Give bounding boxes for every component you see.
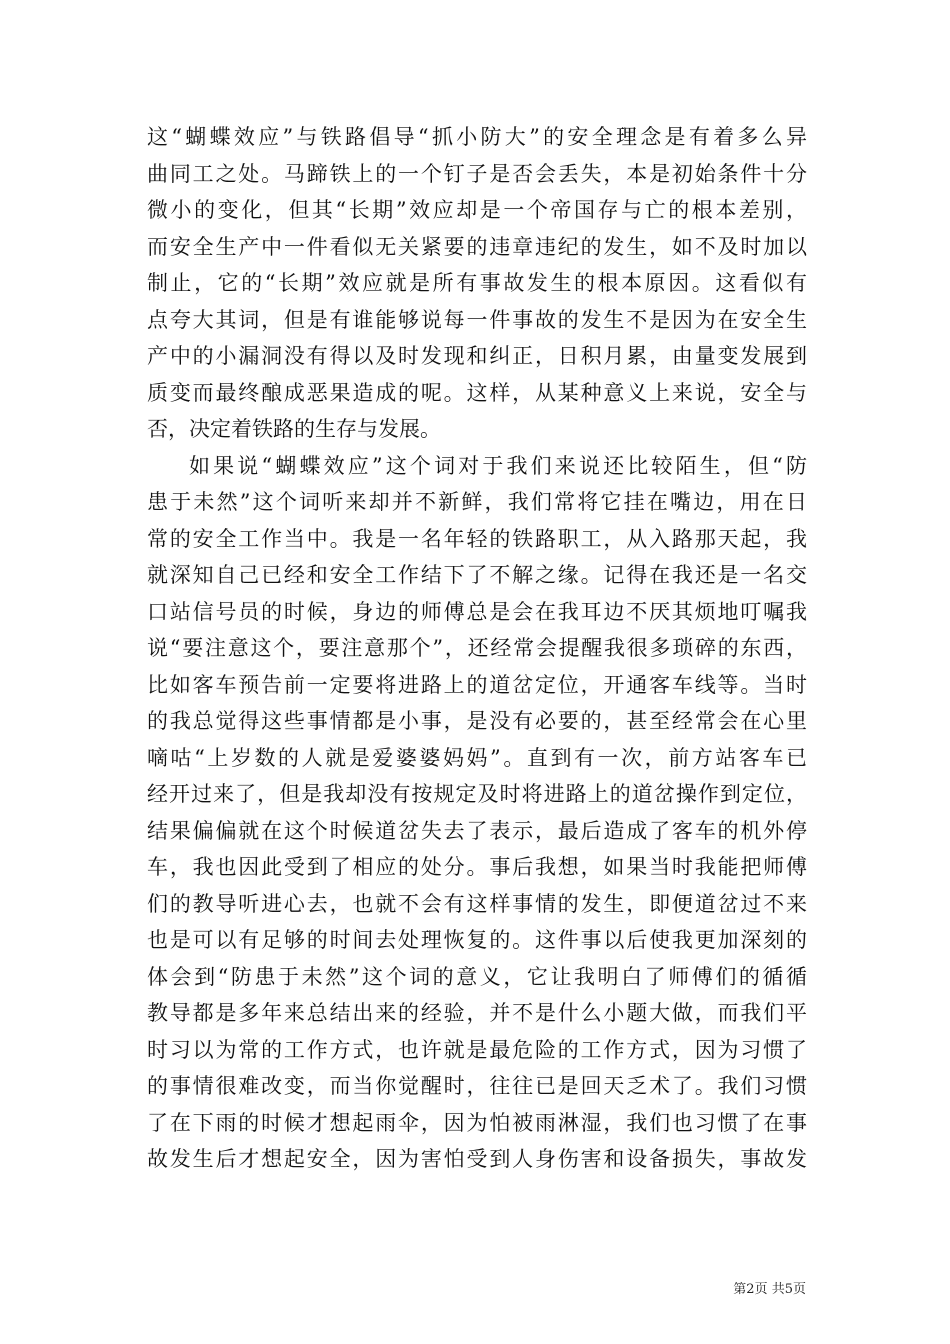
paragraph-2: [147, 448, 807, 1178]
text-line: 制止，它的“长期”效应就是所有事故发生的根本原因。这看似有: [147, 271, 807, 295]
total-page-count: 5: [784, 1282, 793, 1297]
text-line: 患于未然”这个词听来却并不新鲜，我们常将它挂在嘴边，用在日: [147, 490, 807, 514]
footer-suffix: 页: [792, 1282, 806, 1297]
text-line: 如果说“蝴蝶效应”这个词对于我们来说还比较陌生，但“防: [189, 453, 807, 478]
text-line: 点夸大其词，但是有谁能够说每一件事故的发生不是因为在安全生: [147, 307, 807, 332]
text-line: 嘀咕“上岁数的人就是爱婆婆妈妈”。直到有一次，前方站客车已: [147, 745, 807, 770]
text-line: 体会到“防患于未然”这个词的意义，它让我明白了师傅们的循循: [147, 964, 807, 989]
text-line: 也是可以有足够的时间去处理恢复的。这件事以后使我更加深刻的: [147, 928, 807, 952]
text-line: 结果偏偏就在这个时候道岔失去了表示，最后造成了客车的机外停: [147, 818, 807, 843]
text-line: 经开过来了，但是我却没有按规定及时将进路上的道岔操作到定位，: [147, 782, 807, 806]
text-line: 微小的变化，但其“长期”效应却是一个帝国存与亡的根本差别，: [147, 198, 807, 222]
text-line: 而安全生产中一件看似无关紧要的违章违纪的发生，如不及时加以: [147, 234, 807, 259]
text-line: 时习以为常的工作方式，也许就是最危险的工作方式，因为习惯了: [147, 1037, 807, 1062]
text-line: 常的安全工作当中。我是一名年轻的铁路职工，从入路那天起，我: [147, 526, 807, 551]
text-line: 说“要注意这个，要注意那个”，还经常会提醒我很多琐碎的东西，: [147, 636, 807, 660]
text-line: 的我总觉得这些事情都是小事，是没有必要的，甚至经常会在心里: [147, 709, 807, 733]
text-line: 们的教导听进心去，也就不会有这样事情的发生，即便道岔过不来: [147, 891, 807, 916]
text-line: 否，决定着铁路的生存与发展。: [147, 417, 441, 441]
text-line: 的事情很难改变，而当你觉醒时，往往已是回天乏术了。我们习惯: [147, 1074, 807, 1098]
paragraph-1: [147, 119, 807, 448]
document-body: [147, 119, 807, 1178]
text-line: 故发生后才想起安全，因为害怕受到人身伤害和设备损失，事故发: [147, 1147, 807, 1171]
footer-middle: 页 共: [754, 1282, 785, 1297]
text-line: 就深知自己已经和安全工作结下了不解之缘。记得在我还是一名交: [147, 563, 807, 587]
text-line: 产中的小漏洞没有得以及时发现和纠正，日积月累，由量变发展到: [147, 344, 807, 368]
text-line: 了在下雨的时候才想起雨伞，因为怕被雨淋湿，我们也习惯了在事: [147, 1110, 807, 1135]
page-number-footer: [733, 1282, 806, 1298]
text-line: 质变而最终酿成恶果造成的呢。这样，从某种意义上来说，安全与: [147, 380, 807, 405]
text-line: 口站信号员的时候，身边的师傅总是会在我耳边不厌其烦地叮嘱我: [147, 599, 807, 624]
footer-prefix: 第: [733, 1282, 747, 1297]
text-line: 车，我也因此受到了相应的处分。事后我想，如果当时我能把师傅: [147, 855, 807, 879]
text-line: 曲同工之处。马蹄铁上的一个钉子是否会丢失，本是初始条件十分: [147, 161, 807, 186]
text-line: 比如客车预告前一定要将进路上的道岔定位，开通客车线等。当时: [147, 672, 807, 697]
text-line: 这“蝴蝶效应”与铁路倡导“抓小防大”的安全理念是有着多么异: [147, 125, 807, 149]
current-page-number: 2: [746, 1282, 755, 1297]
text-line: 教导都是多年来总结出来的经验，并不是什么小题大做，而我们平: [147, 1001, 807, 1025]
